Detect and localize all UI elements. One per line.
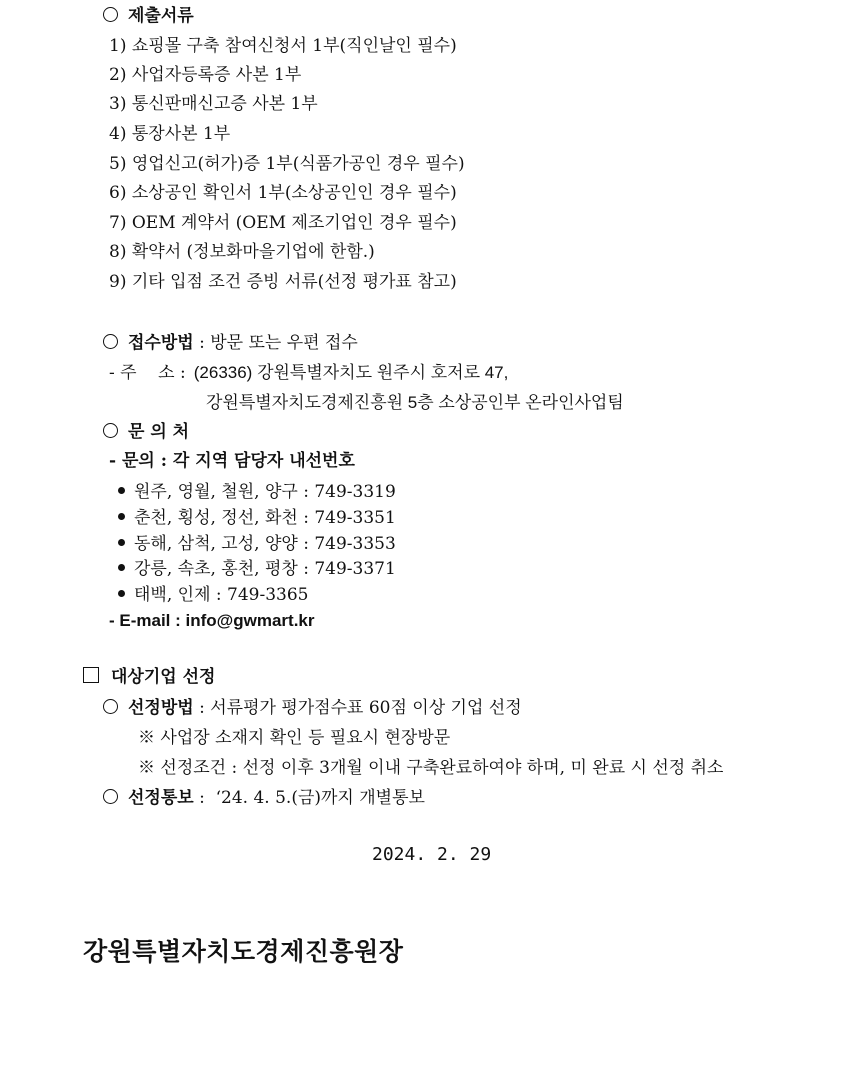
contact-text: 동해, 삼척, 고성, 양양 : 749-3353: [134, 534, 396, 554]
docs-item-1: 1) 쇼핑몰 구축 참여신청서 1부(직인날인 필수): [109, 36, 457, 56]
square-bullet-icon: [83, 667, 99, 683]
contact-item: [118, 532, 396, 556]
docs-item-4: 4) 통장사본 1부: [109, 124, 231, 144]
circle-bullet-icon: [103, 334, 118, 349]
address-line-1: (26336) 강원특별자치도 원주시 호저로 47,: [193, 363, 509, 382]
contact-text: 태백, 인제 : 749-3365: [134, 585, 309, 605]
docs-item-5: 5) 영업신고(허가)증 1부(식품가공인 경우 필수): [109, 154, 465, 174]
document-date: 2024. 2. 29: [372, 844, 492, 865]
selection-notice-row: [103, 786, 425, 810]
selection-heading: 대상기업 선정: [111, 667, 216, 687]
bullet-dot-icon: [118, 590, 125, 597]
address-line-2: 강원특별자치도경제진흥원 5층 소상공인부 온라인사업팀: [206, 393, 624, 412]
selection-method-label: 선정방법: [128, 698, 194, 718]
address-label: - 주 소 :: [109, 363, 186, 383]
selection-method-value: : 서류평가 평가점수표 60점 이상 기업 선정: [193, 698, 522, 718]
bullet-dot-icon: [118, 539, 125, 546]
inquiry-heading: 문 의 처: [128, 422, 190, 442]
docs-heading: 제출서류: [128, 6, 194, 26]
selection-notice-label: 선정통보: [128, 788, 194, 808]
bullet-dot-icon: [118, 513, 125, 520]
docs-item-2: 2) 사업자등록증 사본 1부: [109, 65, 302, 85]
reception-label: 접수방법: [128, 333, 194, 353]
docs-item-9: 9) 기타 입점 조건 증빙 서류(선정 평가표 참고): [109, 272, 457, 292]
circle-bullet-icon: [103, 7, 118, 22]
docs-item-7: 7) OEM 계약서 (OEM 제조기업인 경우 필수): [109, 213, 457, 233]
circle-bullet-icon: [103, 423, 118, 438]
selection-note-1: ※ 사업장 소재지 확인 등 필요시 현장방문: [138, 728, 451, 748]
contact-text: 춘천, 횡성, 정선, 화천 : 749-3351: [134, 508, 396, 528]
contact-text: 강릉, 속초, 홍천, 평창 : 749-3371: [134, 559, 396, 579]
contact-item: [118, 557, 396, 581]
contact-item: [118, 506, 396, 530]
selection-note-2: ※ 선정조건 : 선정 이후 3개월 이내 구축완료하여야 하며, 미 완료 시 선정 취소: [138, 758, 724, 778]
email-row: - E-mail : info@gwmart.kr: [109, 611, 315, 630]
docs-item-6: 6) 소상공인 확인서 1부(소상공인인 경우 필수): [109, 183, 457, 203]
reception-row: [103, 331, 358, 355]
contact-text: 원주, 영월, 철원, 양구 : 749-3319: [134, 482, 396, 502]
selection-method-row: [103, 696, 522, 720]
issuer-name: 강원특별자치도경제진흥원장: [83, 937, 404, 966]
reception-value: : 방문 또는 우편 접수: [193, 333, 358, 353]
bullet-dot-icon: [118, 564, 125, 571]
docs-item-8: 8) 확약서 (정보화마을기업에 한함.): [109, 242, 375, 262]
circle-bullet-icon: [103, 699, 118, 714]
circle-bullet-icon: [103, 789, 118, 804]
inquiry-subheading: - 문의 : 각 지역 담당자 내선번호: [109, 451, 355, 471]
address-row: [109, 361, 508, 385]
docs-heading-row: [103, 4, 194, 28]
selection-heading-row: [83, 665, 215, 689]
selection-notice-value: : ‘24. 4. 5.(금)까지 개별통보: [193, 788, 425, 808]
docs-item-3: 3) 통신판매신고증 사본 1부: [109, 94, 318, 114]
contact-item: [118, 583, 309, 607]
inquiry-heading-row: [103, 420, 189, 444]
contact-item: [118, 480, 396, 504]
bullet-dot-icon: [118, 487, 125, 494]
